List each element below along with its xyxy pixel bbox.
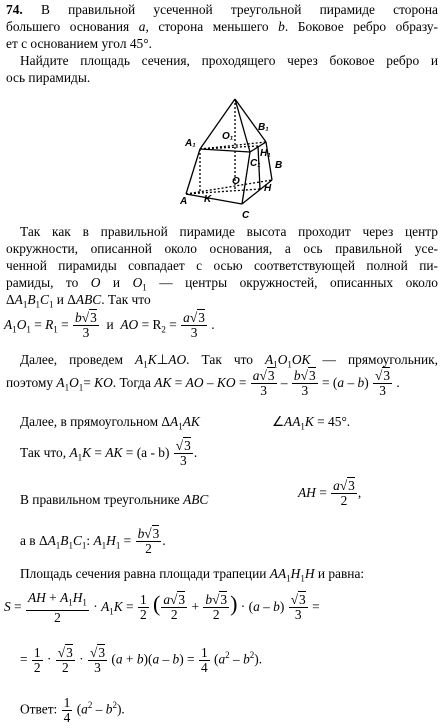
label-C: C (242, 210, 250, 220)
edge-apex-b (235, 99, 266, 142)
formula-area-simplified: = $\frac{1}{2}$ · $\frac{√3}{2}$ · $\frac{√3}{3}$ (a + b)(a – b) = $\frac{1}{4}$ $(a^2 - b^2)$. (20, 644, 263, 675)
solution-line-6: Далее, проведем $A_1K\perp AO$. Так что $A_1O_1OK$ — прямоугольник, (20, 352, 438, 370)
label-O1: O₁ (222, 131, 234, 142)
formula-area: S = $\frac{AH + A_1H_1}{2}$ · $A_1K$ = $\frac{1}{2}$ ( $\frac{a√3}{2}$ + $\frac{b√3}{2}$ ) · (a – b) $\frac{√3}{3}$ = (4, 590, 320, 625)
solution-line-2: окружности, описанной около основания, а ось правильной усе- (6, 241, 438, 256)
label-A1: A₁ (185, 138, 196, 149)
problem-line-1: 74. В правильной усеченной треугольной пирамиде сторона (6, 2, 438, 17)
angle-statement: $\angle AA_1K = 45^\circ$. (272, 414, 351, 432)
formula-a1k: Так что, $A_1K$ = AK = (a - b) $\frac{√3}{3}$ . (20, 438, 198, 469)
formula-ak: поэтому $A_1O_1=$ KO. Тогда AK = AO – KO = $\frac{a√3}{3}$ – $\frac{b√3}{3}$ = (a – b) $\frac{√3}{3}$ . (6, 368, 400, 399)
problem-line-3: ет с основанием угол 45°. (6, 36, 152, 51)
solution-line-5: $\Delta A_1B_1C_1$ и ΔABC. Так что (6, 292, 151, 310)
problem-line-5: ось пирамиды. (6, 70, 91, 85)
label-B: B (275, 160, 283, 171)
label-H1: H₁ (260, 148, 271, 159)
solution-line-7: Далее, в прямоугольном $\Delta A_1AK$ (20, 414, 200, 432)
solution-line-4: рамиды, то O и $O_1$ — центры окружностей, описанных около (6, 275, 438, 293)
answer: Ответ: $\frac{1}{4}$ $(a^2 - b^2)$. (20, 694, 125, 725)
label-B1: B₁ (258, 122, 269, 133)
label-K: K (204, 194, 212, 205)
solution-line-3: ченной пирамиды совпадает с осью соответствующей полной пи- (6, 258, 438, 273)
problem-line-4: Найдите площадь сечения, проходящего через боковое ребро и (20, 53, 438, 68)
formula-a1h1: а в $\Delta A_1B_1C_1$: $A_1H_1$ = $\frac{b√3}{2}$ . (20, 526, 166, 557)
solution-line-1: Так как в правильной пирамиде высота проходит через центр (20, 224, 438, 239)
label-O: O (232, 176, 240, 187)
solution-line-8: В правильном треугольнике ABC (20, 492, 209, 507)
problem-line-2: большего основания a, сторона меньшего b. Боковое ребро образу- (6, 19, 438, 34)
label-C1: C₁ (250, 158, 261, 169)
problem-number: 74. (6, 2, 23, 17)
label-H: H (264, 183, 272, 194)
pyramid-figure (180, 94, 292, 220)
solution-line-9: Площадь сечения равна площади трапеции $AA_1H_1H$ и равна: (20, 566, 365, 584)
label-A: A (180, 196, 188, 207)
formula-radii: $A_1O_1 = R_1$ = $\frac{b√3}{3}$ и AO = $R_2$ = $\frac{a√3}{3}$ . (4, 310, 215, 341)
formula-ah: AH = $\frac{a√3}{2}$ , (298, 478, 362, 509)
